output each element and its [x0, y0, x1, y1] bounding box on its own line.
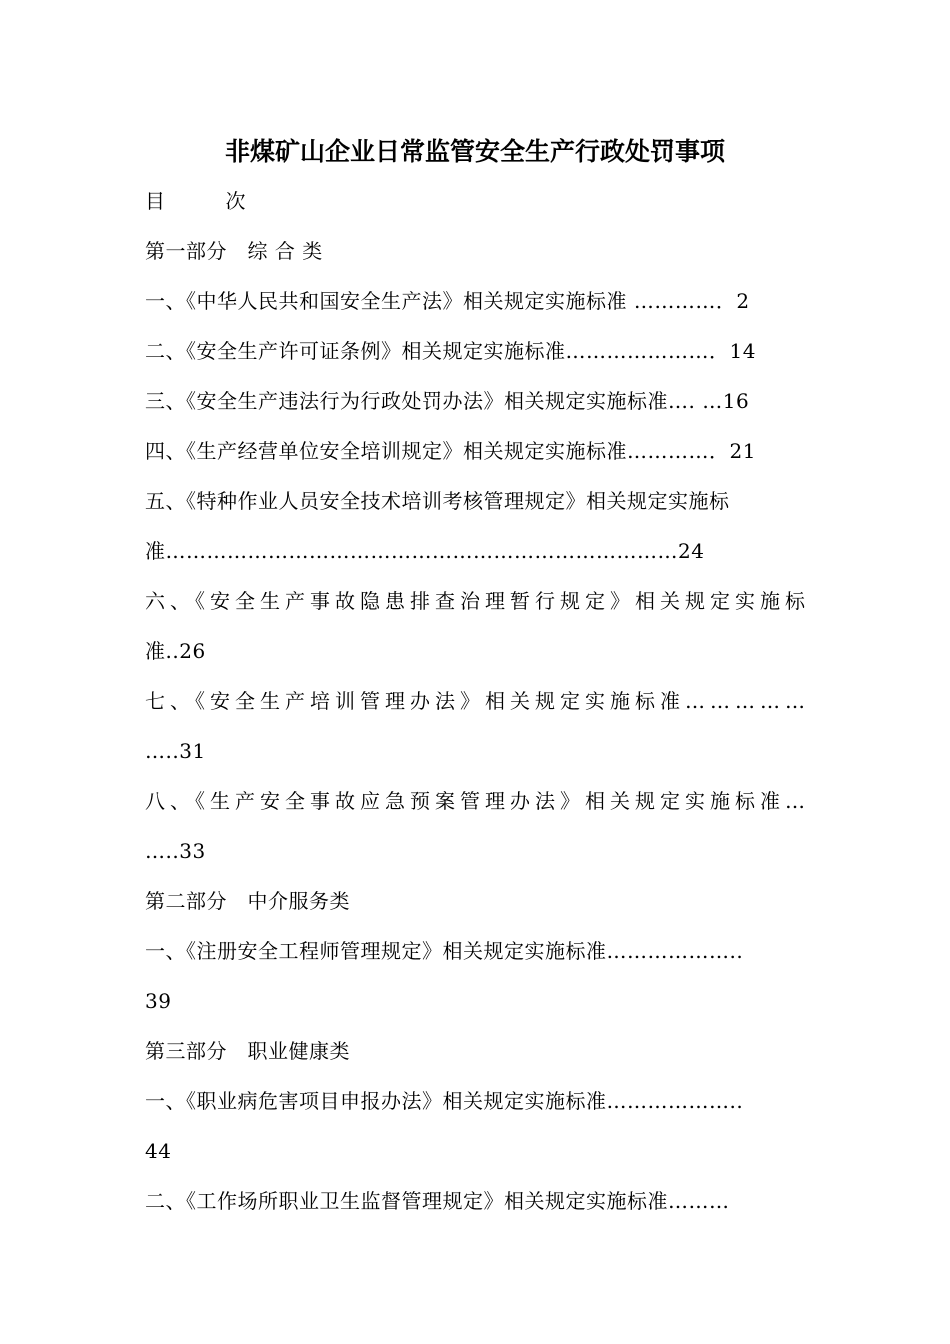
toc-heading-left: 目	[145, 189, 166, 213]
toc-part-heading: 第三部分 职业健康类	[145, 1039, 350, 1063]
toc-heading	[145, 186, 246, 216]
toc-entry: 一、《中华人民共和国安全生产法》相关规定实施标准 …………．2	[145, 289, 750, 313]
toc-entry: 一、《职业病危害项目申报办法》相关规定实施标准………………..	[145, 1089, 744, 1113]
toc-entry: 八、《生产安全事故应急预案管理办法》相关规定实施标准…	[145, 789, 810, 813]
toc-entry-continuation: 39	[145, 989, 172, 1013]
toc-heading-right: 次	[225, 189, 246, 213]
toc-entry: 六、《安全生产事故隐患排查治理暂行规定》相关规定实施标	[145, 589, 810, 613]
toc-entry-continuation: …..31	[145, 739, 206, 763]
toc-entry: 七、《安全生产培训管理办法》相关规定实施标准……………	[145, 689, 810, 713]
toc-entry-continuation: …..33	[145, 839, 206, 863]
toc-part-heading: 第一部分 综 合 类	[145, 239, 323, 263]
toc-entry: 一、《注册安全工程师管理规定》相关规定实施标准………………..	[145, 939, 744, 963]
toc-entry-continuation: 44	[145, 1139, 172, 1163]
toc-entry: 二、《工作场所职业卫生监督管理规定》相关规定实施标准………	[145, 1189, 730, 1213]
toc-entry: 二、《安全生产许可证条例》相关规定实施标准…………………．14	[145, 339, 756, 363]
toc-entry-continuation: 准..26	[145, 639, 206, 663]
toc-entry: 四、《生产经营单位安全培训规定》相关规定实施标准…………．21	[145, 439, 756, 463]
document-title: 非煤矿山企业日常监管安全生产行政处罚事项	[224, 137, 725, 166]
toc-part-heading: 第二部分 中介服务类	[145, 889, 350, 913]
toc-entry-continuation: 准…………………………………………………………………24	[145, 539, 705, 563]
toc-entry: 三、《安全生产违法行为行政处罚办法》相关规定实施标准…. …16	[145, 389, 750, 413]
toc-entry: 五、《特种作业人员安全技术培训考核管理规定》相关规定实施标	[145, 489, 730, 513]
